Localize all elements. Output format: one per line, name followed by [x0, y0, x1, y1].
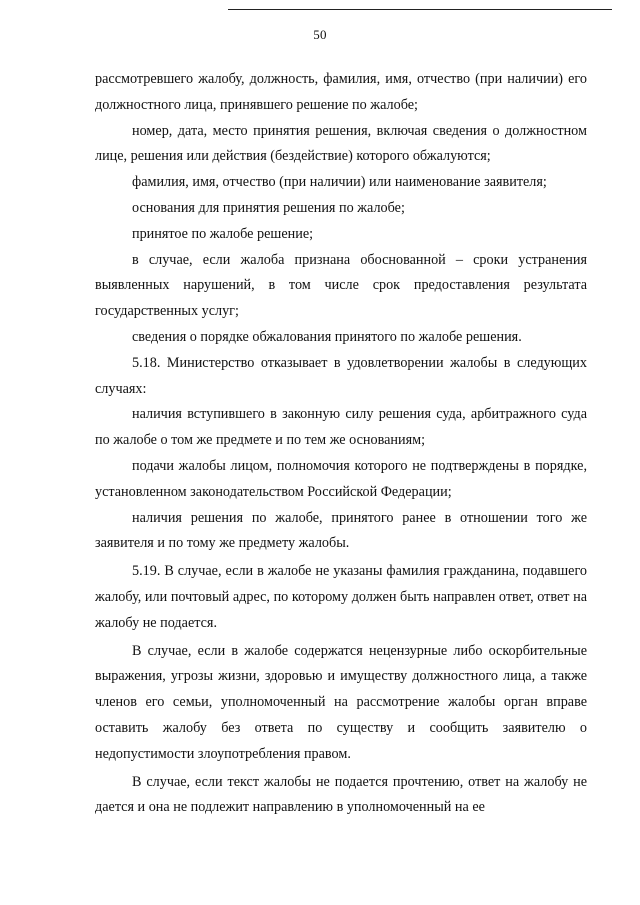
paragraph-list-item: в случае, если жалоба признана обоснованной – сроки устранения выявленных нарушений, в том числе срок предоставления результата государственных услуг; [95, 251, 587, 320]
paragraph-list-item: принятое по жалобе решение; [132, 225, 314, 242]
paragraph-body: В случае, если в жалобе содержатся нецензурные либо оскорбительные выражения, угрозы жизни, здоровью и имуществу должностного лица, а также членов его семьи, уполномоченный на рассмотрение жалобы орган вправе оставить жалобу без ответа по существу и сообщить заявителю о недопустимости злоупотребления правом. [95, 642, 587, 762]
paragraph-list-item: наличия вступившего в законную силу решения суда, арбитражного суда по жалобе о том же предмете и по тем же основаниям; [95, 406, 587, 449]
paragraph-clause-5-19: 5.19. В случае, если в жалобе не указаны фамилия гражданина, подавшего жалобу, или почтовый адрес, по которому должен быть направлен ответ, ответ на жалобу не подается. [95, 563, 587, 631]
paragraph-list-item: подачи жалобы лицом, полномочия которого не подтверждены в порядке, установленном законодательством Российской Федерации; [95, 457, 587, 500]
paragraph-continuation: рассмотревшего жалобу, должность, фамилия, имя, отчество (при наличии) его должностного лица, принявшего решение по жалобе; [95, 71, 587, 113]
paragraph-list-item: основания для принятия решения по жалобе; [132, 199, 405, 216]
paragraph-list-item: сведения о порядке обжалования принятого по жалобе решения. [132, 328, 522, 345]
paragraph-list-item: номер, дата, место принятия решения, включая сведения о должностном лице, решения или действия (бездействие) которого обжалуются; [95, 122, 587, 165]
paragraph-clause-5-18: 5.18. Министерство отказывает в удовлетворении жалобы в следующих случаях: [95, 354, 587, 397]
paragraph-body: В случае, если текст жалобы не подается прочтению, ответ на жалобу не дается и она не подлежит направлению в уполномоченный на ее [95, 773, 587, 816]
document-body [95, 67, 587, 821]
header-rule [228, 9, 612, 10]
page-number: 50 [313, 27, 327, 42]
paragraph-list-item: фамилия, имя, отчество (при наличии) или наименование заявителя; [132, 174, 547, 191]
paragraph-list-item: наличия решения по жалобе, принятого ранее в отношении того же заявителя и по тому же предмету жалобы. [95, 509, 587, 552]
